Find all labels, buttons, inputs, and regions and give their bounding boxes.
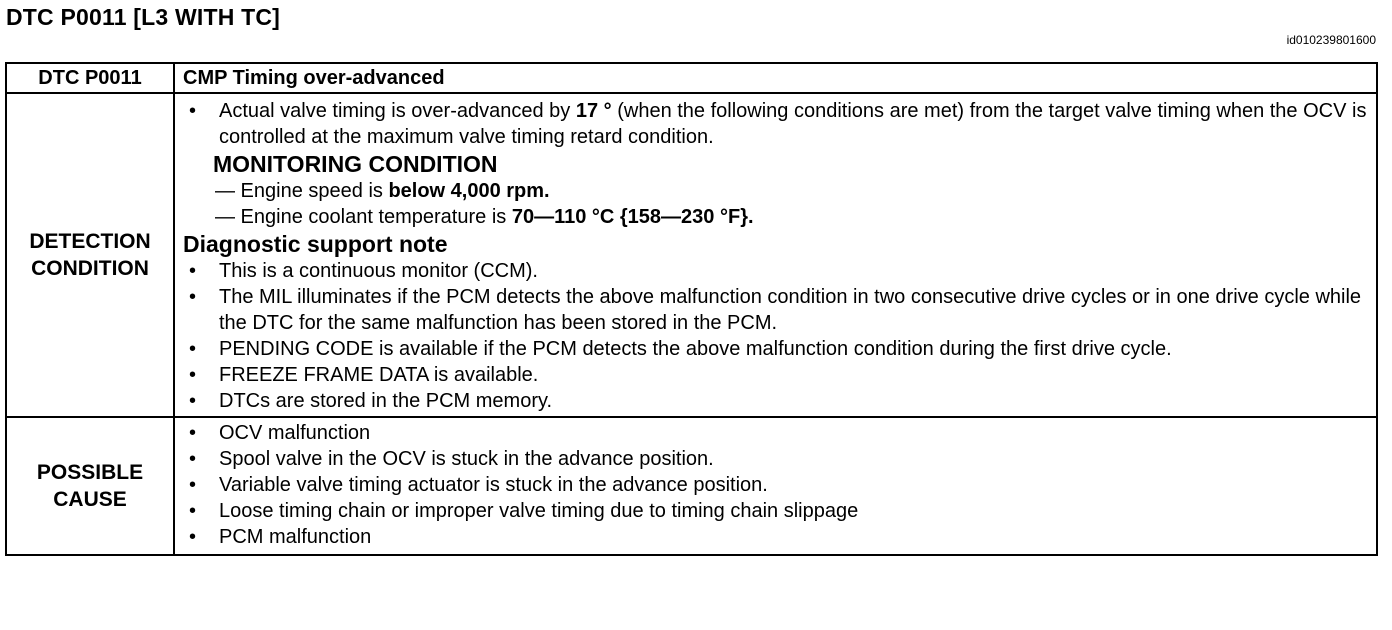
list-item: • FREEZE FRAME DATA is available.: [183, 362, 1368, 388]
label-line: CAUSE: [53, 488, 127, 511]
detection-condition-content: [174, 93, 1377, 417]
monitoring-condition-heading: MONITORING CONDITION: [213, 151, 498, 177]
diagnostic-note-heading: Diagnostic support note: [183, 231, 448, 257]
dtc-code-cell: DTC P0011: [6, 63, 174, 93]
list-item: • PCM malfunction: [183, 524, 1368, 550]
monitoring-condition-item: — Engine speed is below 4,000 rpm.: [215, 180, 550, 202]
list-item: • The MIL illuminates if the PCM detects the above malfunction condition in two consecutive drive cycles or in one drive cycle while the DTC for the same malfunction has been stored in the PCM.: [183, 284, 1368, 336]
list-item: • PENDING CODE is available if the PCM detects the above malfunction condition during the first drive cycle.: [183, 336, 1368, 362]
label-line: DETECTION: [29, 230, 151, 253]
list-item: • Spool valve in the OCV is stuck in the advance position.: [183, 446, 1368, 472]
possible-cause-content: [174, 417, 1377, 555]
detection-condition-row: [6, 93, 1377, 417]
table-header-row: [6, 63, 1377, 93]
list-item: • DTCs are stored in the PCM memory.: [183, 388, 1368, 414]
detection-condition-label: [6, 93, 174, 417]
page-title: DTC P0011 [L3 WITH TC]: [6, 4, 281, 30]
label-line: CONDITION: [31, 257, 149, 280]
dtc-table: [5, 62, 1378, 556]
monitoring-condition-item: — Engine coolant temperature is 70—110 °C {158—230 °F}.: [215, 206, 754, 228]
list-item: • Loose timing chain or improper valve timing due to timing chain slippage: [183, 498, 1368, 524]
document-id: id010239801600: [1286, 33, 1376, 47]
label-line: POSSIBLE: [36, 461, 144, 484]
list-item: • Variable valve timing actuator is stuck in the advance position.: [183, 472, 1368, 498]
list-item: • This is a continuous monitor (CCM).: [183, 258, 1368, 284]
dtc-description-cell: CMP Timing over-advanced: [174, 63, 1377, 93]
list-item: • Actual valve timing is over-advanced by 17 ° (when the following conditions are met) from the target valve timing when the OCV is controlled at the maximum valve timing retard condition.: [183, 98, 1368, 150]
possible-cause-row: [6, 417, 1377, 555]
possible-cause-label: [6, 417, 174, 555]
list-item: • OCV malfunction: [183, 420, 1368, 446]
